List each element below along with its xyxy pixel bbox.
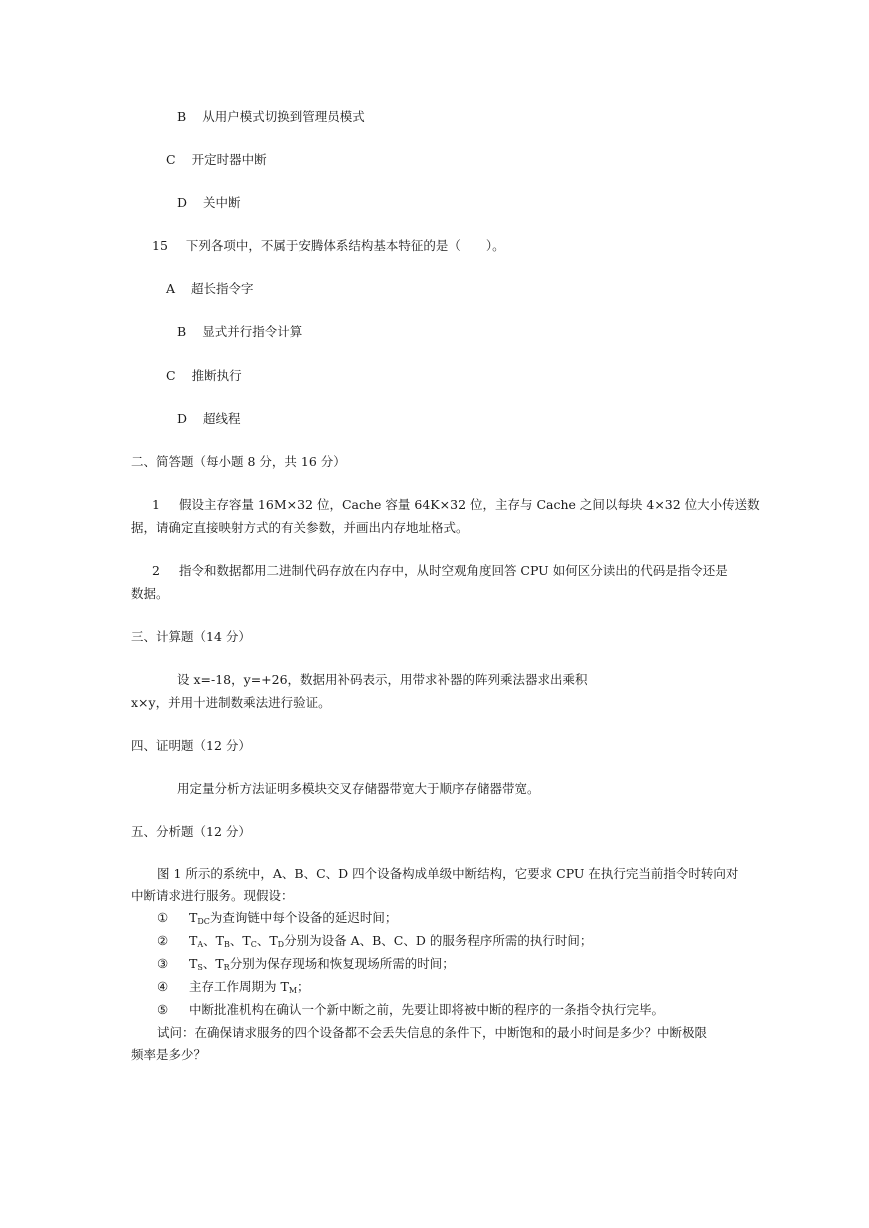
item-marker: ⑤ <box>157 1002 169 1017</box>
section4-heading: 四、证明题（12 分） <box>131 738 251 753</box>
s5-item-1 <box>157 910 397 930</box>
q15-stem <box>152 238 505 254</box>
question-number: 1 <box>152 497 160 512</box>
symbol: 、T <box>203 933 224 948</box>
section2-heading: 二、简答题（每小题 8 分，共 16 分） <box>131 454 346 469</box>
section3-heading: 三、计算题（14 分） <box>131 629 251 644</box>
option-text: 显式并行指令计算 <box>202 324 303 339</box>
question-text: 假设主存容量 16M×32 位，Cache 容量 64K×32 位，主存与 Cache 之间以每块 4×32 位大小传送数 <box>178 497 760 512</box>
s5-item-2 <box>157 933 592 953</box>
subscript: B <box>223 940 230 949</box>
q15-option-a <box>166 281 254 297</box>
item-text: 分别为保存现场和恢复现场所需的时间； <box>229 956 455 971</box>
symbol: 、T <box>202 956 224 971</box>
subscript: S <box>197 963 203 972</box>
option-label: B <box>177 324 187 339</box>
item-text: 为查询链中每个设备的延迟时间； <box>209 910 398 925</box>
option-label: D <box>177 195 188 210</box>
s5-question-line2: 频率是多少？ <box>131 1047 207 1062</box>
item-marker: ② <box>157 933 169 948</box>
item-text: ； <box>297 979 310 994</box>
option-text: 超长指令字 <box>191 281 254 296</box>
question-number: 2 <box>152 563 160 578</box>
subscript: R <box>223 963 230 972</box>
s3-line2: x×y，并用十进制数乘法进行验证。 <box>131 695 331 710</box>
s2-q2-line1 <box>152 563 728 579</box>
question-number: 15 <box>152 238 168 253</box>
option-label: A <box>166 281 176 296</box>
subscript: M <box>288 986 298 995</box>
s5-item-4 <box>157 979 310 999</box>
subscript: A <box>197 940 204 949</box>
option-label: C <box>166 368 176 383</box>
q14-option-d <box>177 195 241 211</box>
item-marker: ③ <box>157 956 169 971</box>
q14-option-b <box>177 109 365 125</box>
option-text: 推断执行 <box>191 368 242 383</box>
s5-intro-line2: 中断请求进行服务。现假设： <box>131 888 294 903</box>
q15-option-b <box>177 324 302 340</box>
option-text: 开定时器中断 <box>191 152 267 167</box>
symbol: T <box>189 910 198 925</box>
subscript: C <box>250 940 257 949</box>
item-marker: ④ <box>157 979 169 994</box>
item-text: 中断批准机构在确认一个新中断之前，先要让即将被中断的程序的一条指令执行完毕。 <box>189 1002 665 1017</box>
s5-item-3 <box>157 956 455 976</box>
s2-q1-line2: 据，请确定直接映射方式的有关参数，并画出内存地址格式。 <box>131 520 469 535</box>
s5-intro-line1: 图 1 所示的系统中，A、B、C、D 四个设备构成单级中断结构，它要求 CPU 在执行完当前指令时转向对 <box>157 866 739 881</box>
subscript: D <box>277 940 285 949</box>
q15-option-d <box>177 411 241 427</box>
subscript: DC <box>197 917 210 926</box>
option-label: C <box>166 152 176 167</box>
question-text: 指令和数据都用二进制代码存放在内存中，从时空观角度回答 CPU 如何区分读出的代码是指令还是 <box>178 563 728 578</box>
s2-q1-line1 <box>152 497 760 513</box>
item-text: 分别为设备 A、B、C、D 的服务程序所需的执行时间； <box>284 933 593 948</box>
option-label: D <box>177 411 188 426</box>
s3-line1: 设 x=-18，y=+26，数据用补码表示，用带求补器的阵列乘法器求出乘积 <box>177 672 588 687</box>
s4-line1: 用定量分析方法证明多模块交叉存储器带宽大于顺序存储器带宽。 <box>177 781 540 796</box>
item-marker: ① <box>157 910 169 925</box>
s2-q2-line2: 数据。 <box>131 586 169 601</box>
question-text: 下列各项中，不属于安腾体系结构基本特征的是（ ）。 <box>185 238 505 253</box>
section5-heading: 五、分析题（12 分） <box>131 824 251 839</box>
s5-item-5 <box>157 1002 664 1018</box>
option-text: 超线程 <box>203 411 241 426</box>
symbol: 、T <box>256 933 278 948</box>
option-text: 从用户模式切换到管理员模式 <box>202 109 365 124</box>
q15-option-c <box>166 368 242 384</box>
symbol: 、T <box>229 933 251 948</box>
q14-option-c <box>166 152 267 168</box>
s5-question-line1: 试问：在确保请求服务的四个设备都不会丢失信息的条件下，中断饱和的最小时间是多少？中断极限 <box>157 1025 708 1040</box>
option-text: 关中断 <box>203 195 241 210</box>
option-label: B <box>177 109 187 124</box>
item-text: 主存工作周期为 T <box>189 979 289 994</box>
symbol: T <box>189 956 198 971</box>
symbol: T <box>189 933 198 948</box>
